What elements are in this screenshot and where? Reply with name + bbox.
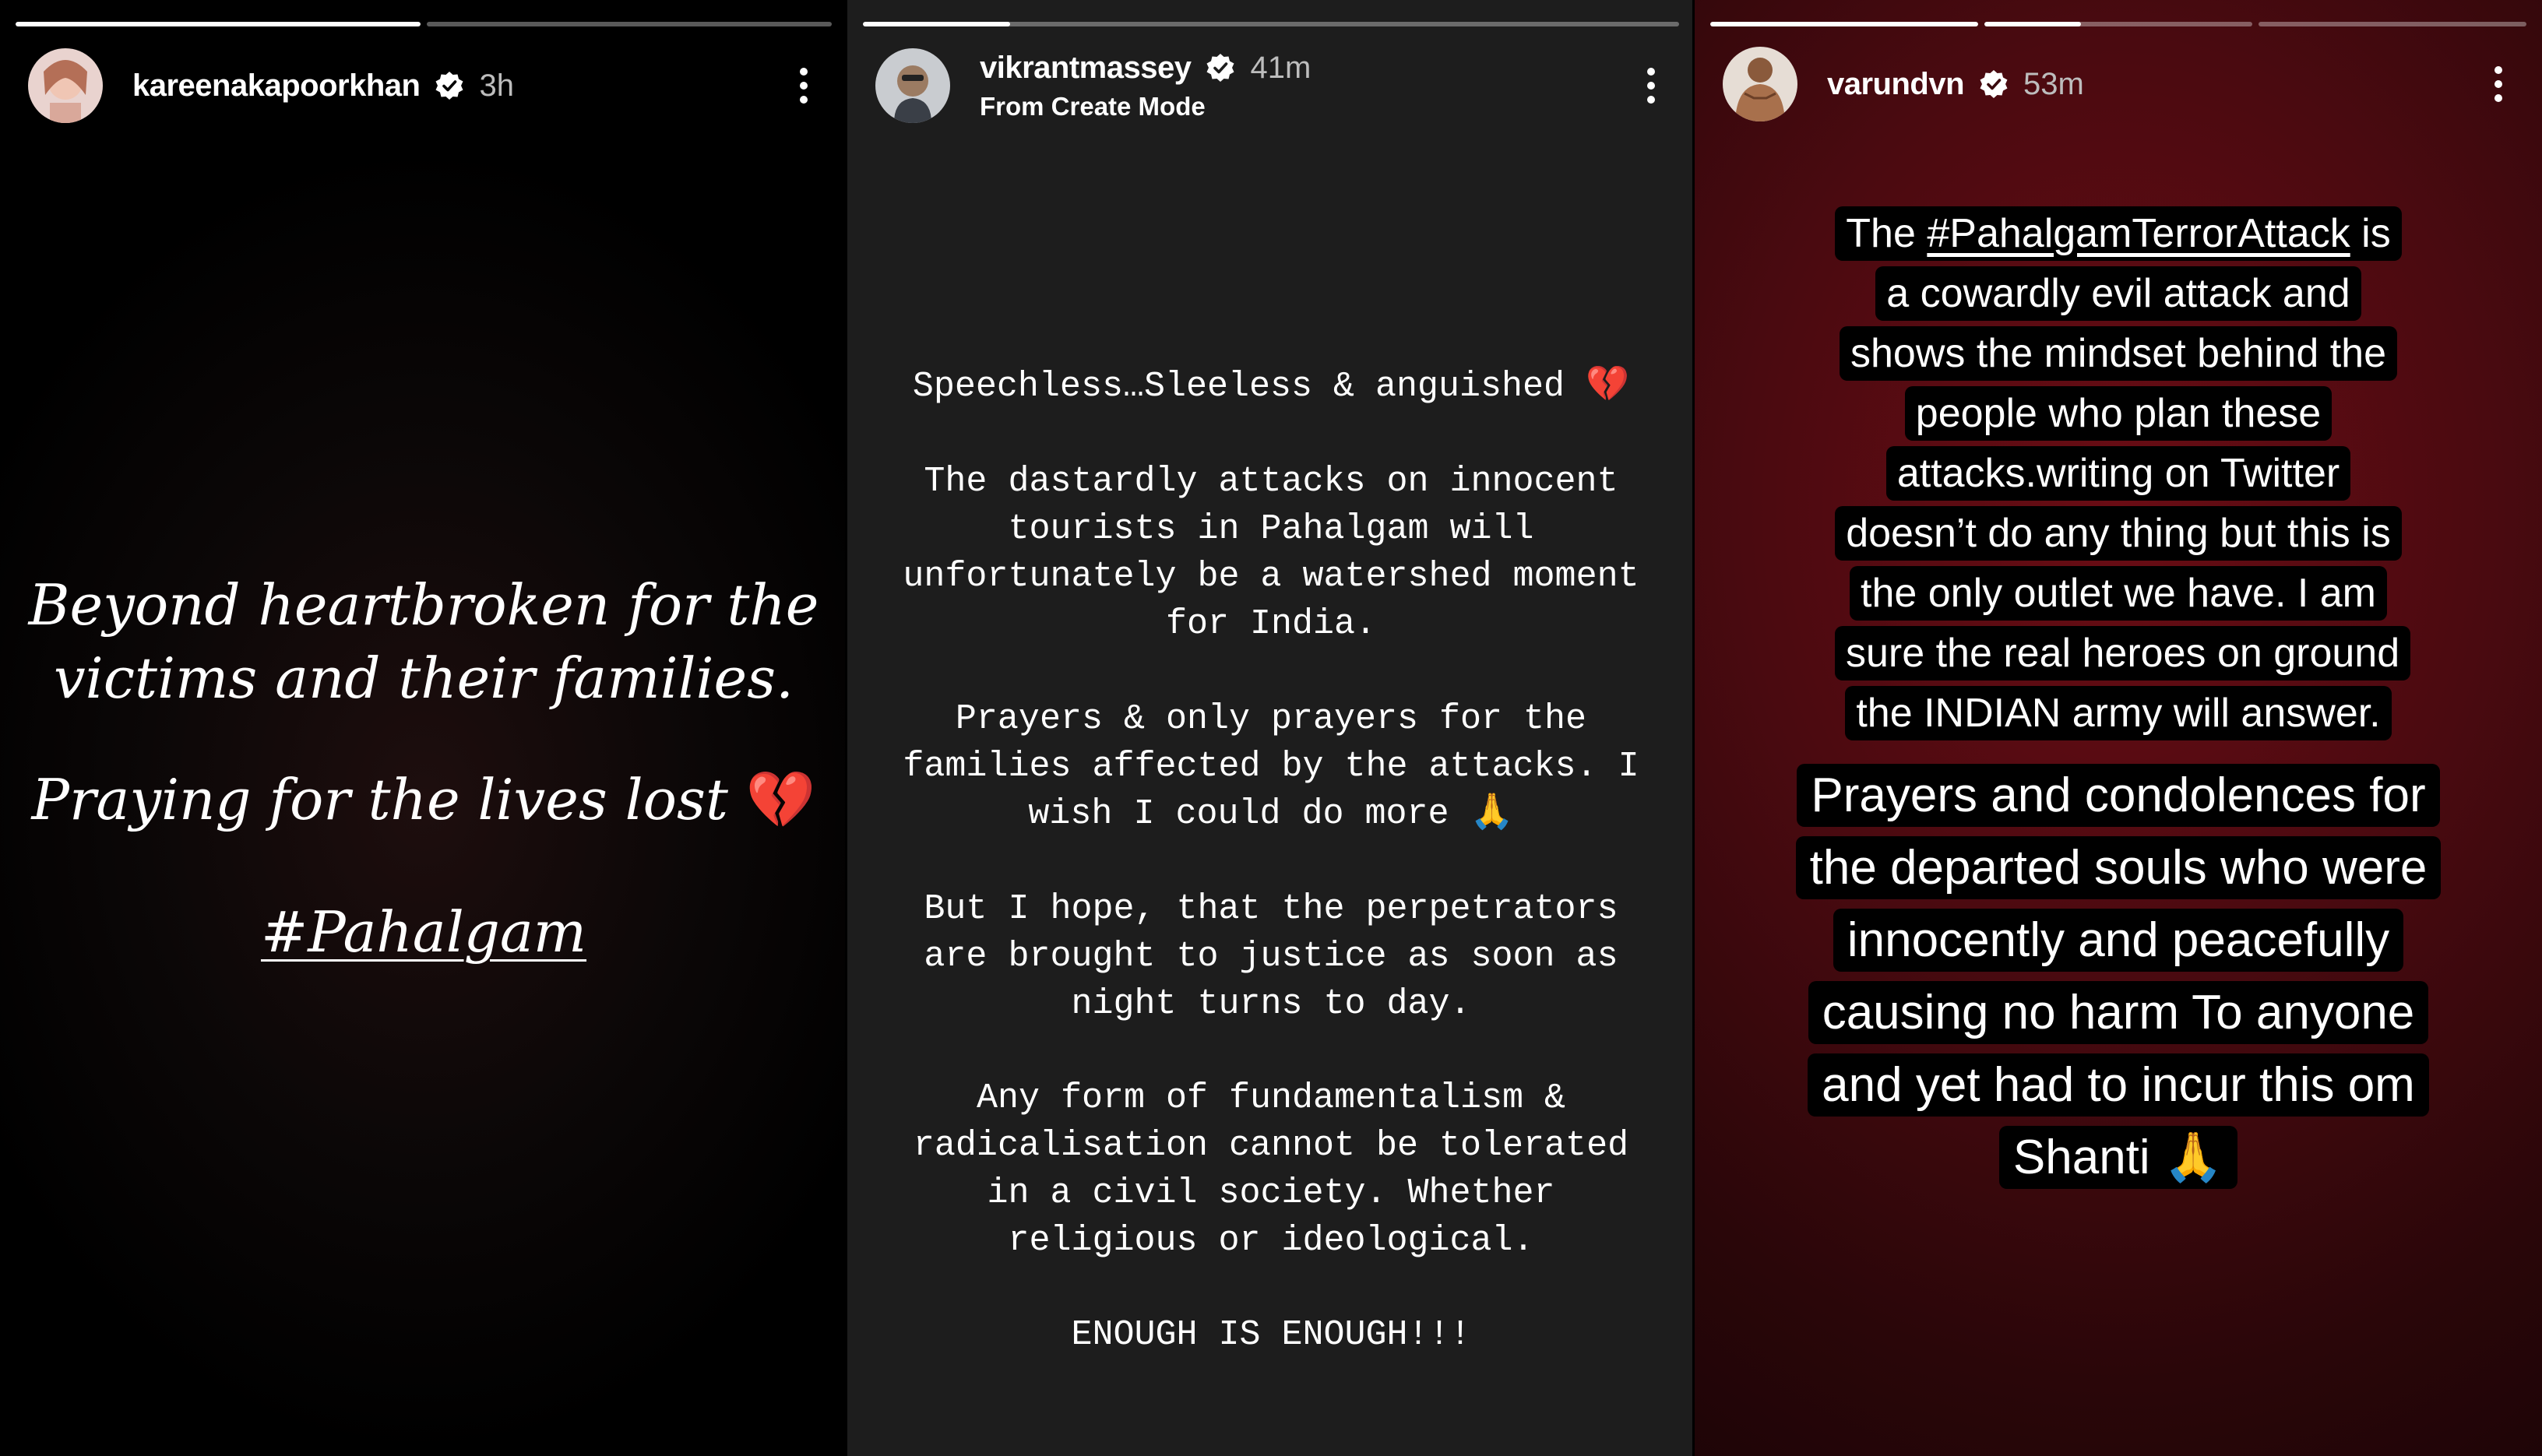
- verified-badge-icon: [1978, 69, 2009, 100]
- story-text: [0, 568, 847, 715]
- story-paragraph: ENOUGH IS ENOUGH!!!: [1071, 1315, 1471, 1355]
- hashtag-link[interactable]: #Pahalgam: [260, 899, 587, 965]
- progress-segment: [16, 22, 421, 26]
- highlight-text: The #PahalgamTerrorAttack is a cowardly evil attack and shows the mindset behind the people who plan these attacks.writing on Twitter doesn’t do any thing but this is the only outlet we have. I am sure the real heroes on ground the INDIAN army will answer.: [1835, 206, 2410, 740]
- avatar[interactable]: [875, 48, 950, 123]
- broken-heart-icon: 💔: [745, 767, 816, 832]
- story-paragraph: Any form of fundamentalism & radicalisation cannot be tolerated in a civil society. Whether religious or ideological.: [913, 1078, 1629, 1261]
- story-paragraph: [878, 363, 1664, 410]
- story-panel-kareenakapoorkhan[interactable]: [0, 0, 847, 1456]
- avatar[interactable]: [28, 48, 103, 123]
- story-line: Praying for the lives lost: [31, 767, 728, 832]
- praying-hands-icon: 🙏: [1470, 794, 1514, 834]
- story-header: [28, 47, 819, 125]
- username[interactable]: vikrantmassey: [980, 50, 1192, 85]
- more-options-icon[interactable]: [2483, 57, 2514, 111]
- story-paragraph: The dastardly attacks on innocent tourists in Pahalgam will unfortunately be a watershed moment for India.: [903, 462, 1639, 644]
- avatar[interactable]: [1723, 47, 1797, 121]
- post-time: 53m: [2023, 66, 2084, 101]
- hashtag-line: [0, 895, 847, 969]
- username[interactable]: kareenakapoorkhan: [132, 68, 421, 103]
- praying-hands-icon: 🙏: [2163, 1131, 2224, 1184]
- text-block-attack: [1835, 204, 2402, 744]
- broken-heart-icon: 💔: [1586, 367, 1630, 406]
- story-panel-vikrantmassey[interactable]: [847, 0, 1695, 1456]
- highlight-text: Prayers and condolences for the departed souls who were innocently and peacefully causing no harm To anyone and yet had to incur this om Shanti 🙏: [1796, 764, 2442, 1189]
- story-paragraph: But I hope, that the perpetrators are brought to justice as soon as night turns to day.: [924, 889, 1618, 1024]
- text-block-condolences: [1788, 759, 2449, 1194]
- verified-badge-icon: [1205, 52, 1236, 83]
- more-options-icon[interactable]: [1635, 58, 1667, 113]
- post-time: 41m: [1250, 50, 1311, 85]
- story-text-prayer: [0, 763, 847, 836]
- story-progress: [1710, 22, 2526, 26]
- progress-segment: [2259, 22, 2526, 26]
- progress-segment: [427, 22, 832, 26]
- story-subtitle: From Create Mode: [980, 91, 1206, 121]
- paragraph-text: Speechless…Sleeless & anguished: [912, 367, 1565, 406]
- story-progress: [863, 22, 1679, 26]
- story-line: victims and their families.: [54, 645, 794, 711]
- progress-segment: [1984, 22, 2252, 26]
- hashtag-link[interactable]: #PahalgamTerrorAttack: [1927, 211, 2350, 256]
- story-line: Beyond heartbroken for the: [28, 572, 819, 638]
- story-header: [875, 47, 1667, 125]
- paragraph-text: Prayers & only prayers for the families affected by the attacks. I wish I could do more: [903, 699, 1639, 834]
- story-header: [1723, 45, 2514, 123]
- story-panel-varundvn[interactable]: [1695, 0, 2542, 1456]
- more-options-icon[interactable]: [788, 58, 819, 113]
- story-progress: [16, 22, 832, 26]
- story-paragraph: [878, 695, 1664, 838]
- post-time: 3h: [479, 68, 514, 103]
- progress-segment: [1710, 22, 1978, 26]
- progress-segment: [863, 22, 1679, 26]
- username[interactable]: varundvn: [1827, 66, 1965, 101]
- verified-badge-icon: [434, 70, 465, 101]
